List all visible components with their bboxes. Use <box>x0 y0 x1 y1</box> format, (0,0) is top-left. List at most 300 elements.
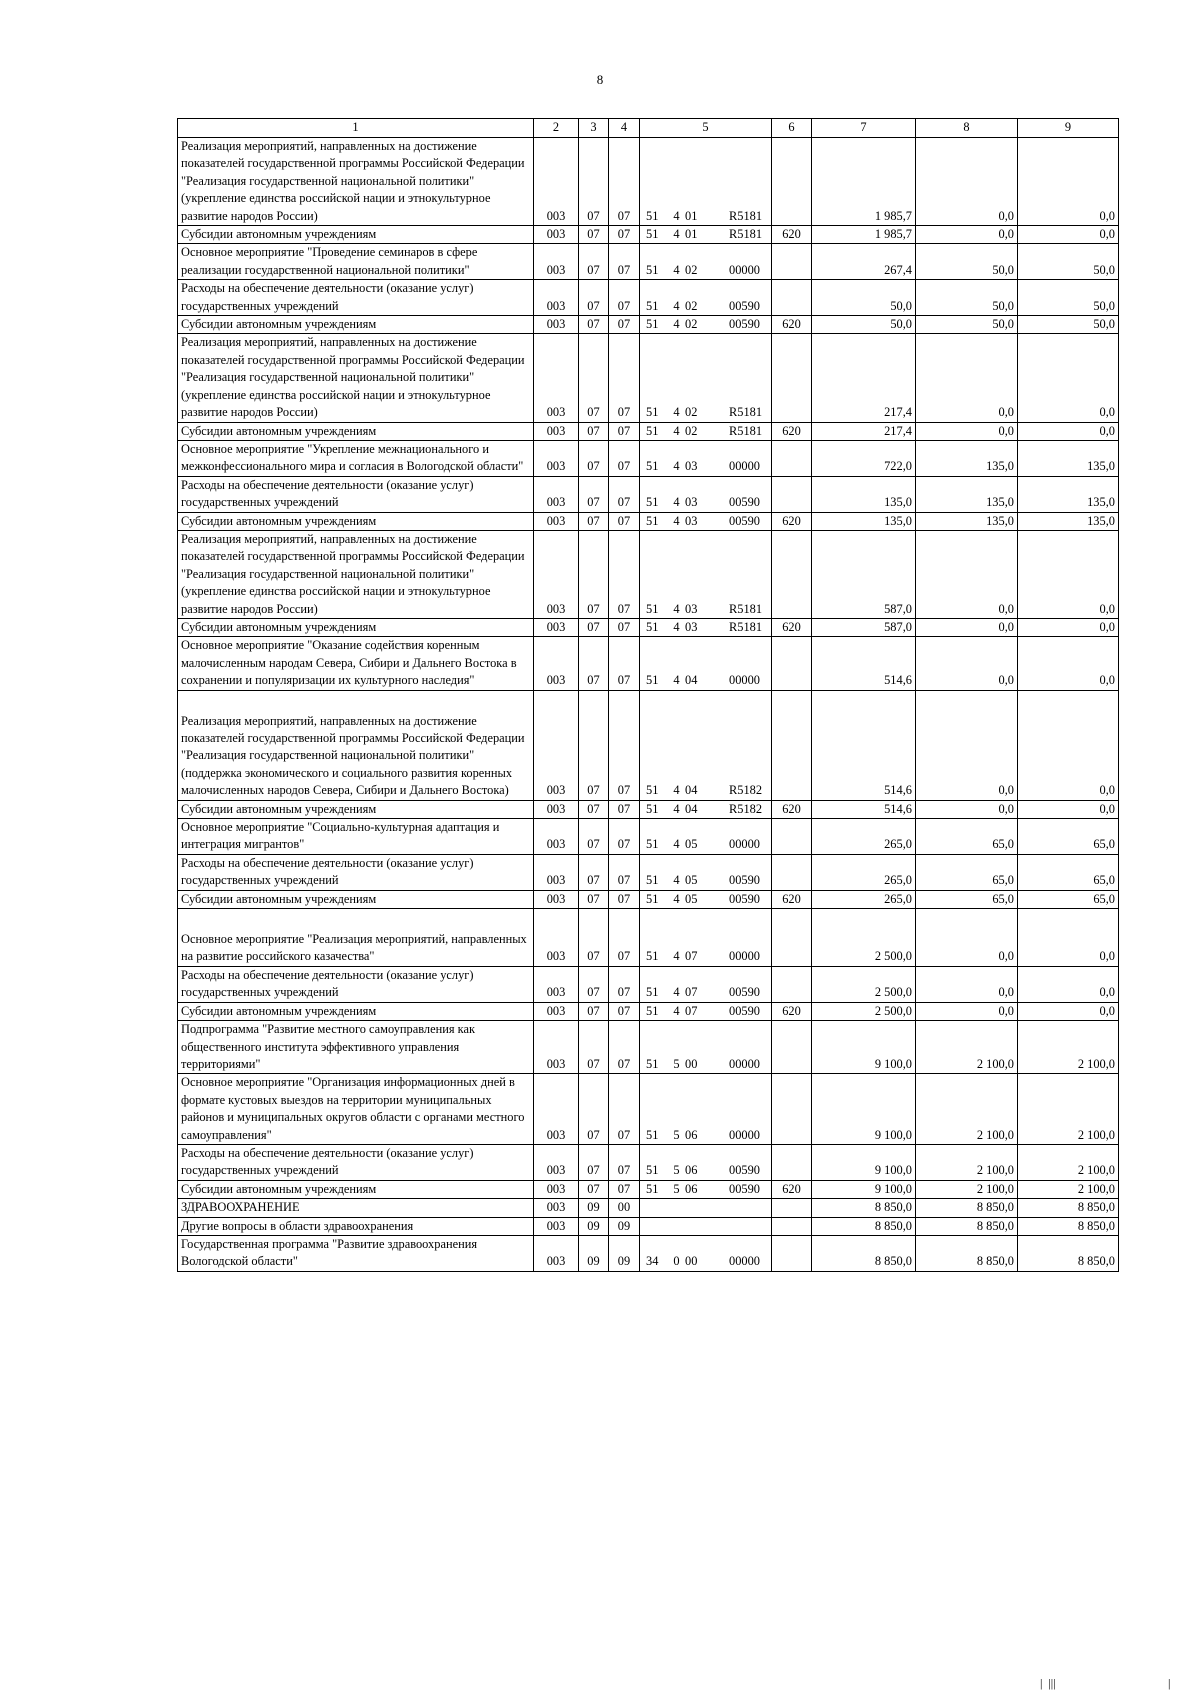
target-article-part: 03 <box>685 619 698 634</box>
cell-target-article <box>640 440 772 476</box>
cell-amount-year-3: 0,0 <box>1018 909 1119 967</box>
cell-subsection: 07 <box>609 690 640 800</box>
target-article-part: 51 <box>646 495 659 510</box>
target-article-part: 51 <box>646 619 659 634</box>
target-article-part: 51 <box>646 837 659 852</box>
cell-amount-year-2: 0,0 <box>916 800 1018 818</box>
cell-amount-year-3: 2 100,0 <box>1018 1180 1119 1198</box>
cell-amount-year-2: 2 100,0 <box>916 1180 1018 1198</box>
target-article-part: 4 <box>673 317 680 332</box>
target-article-part: 51 <box>646 227 659 242</box>
cell-amount-year-3: 2 100,0 <box>1018 1144 1119 1180</box>
cell-section: 07 <box>579 440 609 476</box>
row-name: Субсидии автономным учреждениям <box>178 618 534 636</box>
cell-subsection: 07 <box>609 1021 640 1074</box>
cell-amount-year-3: 65,0 <box>1018 890 1119 908</box>
cell-amount-year-3: 2 100,0 <box>1018 1074 1119 1145</box>
cell-ministry-code: 003 <box>534 1021 579 1074</box>
target-article-part: 00590 <box>729 1181 760 1196</box>
cell-amount-year-3: 50,0 <box>1018 280 1119 316</box>
target-article-part: 03 <box>685 601 698 616</box>
cell-amount-year-1: 514,6 <box>812 637 916 690</box>
cell-expense-type <box>772 440 812 476</box>
cell-section: 07 <box>579 244 609 280</box>
cell-amount-year-2: 50,0 <box>916 244 1018 280</box>
target-article-part: 51 <box>646 459 659 474</box>
row-name: Субсидии автономным учреждениям <box>178 422 534 440</box>
cell-section: 07 <box>579 854 609 890</box>
target-article-part: 03 <box>685 459 698 474</box>
cell-subsection: 07 <box>609 909 640 967</box>
table-row <box>178 440 1119 476</box>
cell-expense-type <box>772 244 812 280</box>
cell-section: 07 <box>579 1144 609 1180</box>
target-article-part: 03 <box>685 495 698 510</box>
cell-subsection: 07 <box>609 138 640 226</box>
cell-expense-type <box>772 690 812 800</box>
cell-section: 07 <box>579 800 609 818</box>
cell-expense-type <box>772 909 812 967</box>
cell-section: 09 <box>579 1217 609 1235</box>
row-name: Реализация мероприятий, направленных на достижение показателей государственной программы Российской Федерации "Реализация государственной национальной политики" (поддержка экономического и социального развития коренных малочисленных народов Севера, Сибири и Дальнего Востока) <box>178 690 534 800</box>
cell-amount-year-3: 50,0 <box>1018 316 1119 334</box>
cell-expense-type: 620 <box>772 422 812 440</box>
cell-amount-year-1: 9 100,0 <box>812 1021 916 1074</box>
cell-amount-year-3: 2 100,0 <box>1018 1021 1119 1074</box>
row-name: Подпрограмма "Развитие местного самоуправления как общественного института эффективного управления территориями" <box>178 1021 534 1074</box>
cell-amount-year-3: 50,0 <box>1018 244 1119 280</box>
row-name: Реализация мероприятий, направленных на достижение показателей государственной программы Российской Федерации "Реализация государственной национальной политики" (укрепление единства российской нации и этнокультурное развитие народов России) <box>178 138 534 226</box>
cell-amount-year-3: 135,0 <box>1018 440 1119 476</box>
target-article-part: 00 <box>685 1254 698 1269</box>
cell-section: 07 <box>579 512 609 530</box>
cell-expense-type: 620 <box>772 1180 812 1198</box>
target-article-part: 51 <box>646 673 659 688</box>
cell-amount-year-1: 265,0 <box>812 819 916 855</box>
cell-target-article <box>640 244 772 280</box>
row-name: Государственная программа "Развитие здравоохранения Вологодской области" <box>178 1235 534 1271</box>
cell-subsection: 07 <box>609 440 640 476</box>
cell-amount-year-2: 0,0 <box>916 530 1018 618</box>
cell-subsection: 07 <box>609 637 640 690</box>
cell-amount-year-3: 65,0 <box>1018 819 1119 855</box>
cell-subsection: 00 <box>609 1199 640 1217</box>
target-article-part: 51 <box>646 298 659 313</box>
cell-section: 07 <box>579 476 609 512</box>
target-article-part: 02 <box>685 262 698 277</box>
cell-ministry-code: 003 <box>534 1144 579 1180</box>
cell-amount-year-1: 265,0 <box>812 890 916 908</box>
column-header: 8 <box>916 119 1018 138</box>
row-name: Расходы на обеспечение деятельности (оказание услуг) государственных учреждений <box>178 854 534 890</box>
row-name: Субсидии автономным учреждениям <box>178 1002 534 1020</box>
target-article-part: 51 <box>646 208 659 223</box>
column-header: 2 <box>534 119 579 138</box>
cell-ministry-code: 003 <box>534 440 579 476</box>
cell-ministry-code: 003 <box>534 909 579 967</box>
cell-section: 07 <box>579 637 609 690</box>
cell-amount-year-1: 9 100,0 <box>812 1144 916 1180</box>
cell-section: 07 <box>579 422 609 440</box>
row-name: Основное мероприятие "Социально-культурная адаптация и интеграция мигрантов" <box>178 819 534 855</box>
cell-amount-year-2: 0,0 <box>916 909 1018 967</box>
table-row <box>178 280 1119 316</box>
table-row <box>178 244 1119 280</box>
target-article-part: 01 <box>685 208 698 223</box>
target-article-part: 00000 <box>729 459 760 474</box>
target-article-part: 03 <box>685 513 698 528</box>
cell-expense-type <box>772 1144 812 1180</box>
target-article-part: 51 <box>646 513 659 528</box>
cell-subsection: 07 <box>609 1180 640 1198</box>
target-article-part: 04 <box>685 801 698 816</box>
target-article-part: 06 <box>685 1163 698 1178</box>
row-name: Реализация мероприятий, направленных на достижение показателей государственной программы Российской Федерации "Реализация государственной национальной политики" (укрепление единства российской нации и этнокультурное развитие народов России) <box>178 334 534 422</box>
cell-expense-type: 620 <box>772 316 812 334</box>
table-row <box>178 512 1119 530</box>
target-article-part: 51 <box>646 891 659 906</box>
cell-amount-year-3: 0,0 <box>1018 618 1119 636</box>
cell-amount-year-3: 0,0 <box>1018 422 1119 440</box>
column-header: 9 <box>1018 119 1119 138</box>
cell-section: 07 <box>579 1021 609 1074</box>
row-name: Расходы на обеспечение деятельности (оказание услуг) государственных учреждений <box>178 476 534 512</box>
cell-ministry-code: 003 <box>534 512 579 530</box>
target-article-part: R5181 <box>729 423 763 438</box>
cell-subsection: 07 <box>609 226 640 244</box>
target-article-part: 51 <box>646 1127 659 1142</box>
cell-section: 07 <box>579 618 609 636</box>
target-article-part: R5181 <box>729 227 763 242</box>
cell-target-article <box>640 1002 772 1020</box>
row-name: Расходы на обеспечение деятельности (оказание услуг) государственных учреждений <box>178 966 534 1002</box>
table-row <box>178 530 1119 618</box>
table-row <box>178 1021 1119 1074</box>
target-article-part: 07 <box>685 985 698 1000</box>
cell-ministry-code: 003 <box>534 690 579 800</box>
cell-amount-year-2: 65,0 <box>916 819 1018 855</box>
cell-subsection: 07 <box>609 530 640 618</box>
cell-expense-type: 620 <box>772 618 812 636</box>
cell-section: 07 <box>579 690 609 800</box>
row-name: Расходы на обеспечение деятельности (оказание услуг) государственных учреждений <box>178 280 534 316</box>
cell-ministry-code: 003 <box>534 226 579 244</box>
target-article-part: 00000 <box>729 1056 760 1071</box>
target-article-part: 4 <box>673 601 680 616</box>
table-row <box>178 316 1119 334</box>
target-article-part: 00000 <box>729 673 760 688</box>
cell-target-article <box>640 476 772 512</box>
table-row <box>178 690 1119 800</box>
row-name: Субсидии автономным учреждениям <box>178 226 534 244</box>
cell-target-article <box>640 637 772 690</box>
target-article-part: 02 <box>685 405 698 420</box>
table-row <box>178 819 1119 855</box>
cell-amount-year-1: 9 100,0 <box>812 1074 916 1145</box>
target-article-part: 00590 <box>729 513 760 528</box>
cell-target-article <box>640 530 772 618</box>
target-article-part: 4 <box>673 495 680 510</box>
cell-amount-year-3: 0,0 <box>1018 1002 1119 1020</box>
table-row <box>178 1144 1119 1180</box>
cell-ministry-code: 003 <box>534 1217 579 1235</box>
cell-expense-type <box>772 637 812 690</box>
budget-table <box>177 118 1119 1272</box>
table-row <box>178 334 1119 422</box>
target-article-part: 00000 <box>729 1127 760 1142</box>
cell-ministry-code: 003 <box>534 1002 579 1020</box>
target-article-part: 00590 <box>729 298 760 313</box>
table-row <box>178 476 1119 512</box>
cell-expense-type <box>772 819 812 855</box>
target-article-part: R5181 <box>729 619 763 634</box>
column-number-row <box>178 119 1119 138</box>
target-article-part: 06 <box>685 1127 698 1142</box>
cell-subsection: 07 <box>609 476 640 512</box>
target-article-part: 07 <box>685 1003 698 1018</box>
cell-section: 07 <box>579 909 609 967</box>
cell-target-article <box>640 800 772 818</box>
target-article-part: 51 <box>646 949 659 964</box>
cell-expense-type: 620 <box>772 512 812 530</box>
target-article-part: 5 <box>673 1181 680 1196</box>
target-article-part: 34 <box>646 1254 659 1269</box>
cell-expense-type <box>772 854 812 890</box>
cell-subsection: 07 <box>609 618 640 636</box>
target-article-part: 00590 <box>729 1163 760 1178</box>
table-row <box>178 909 1119 967</box>
column-header: 5 <box>640 119 772 138</box>
row-name: Субсидии автономным учреждениям <box>178 890 534 908</box>
cell-ministry-code: 003 <box>534 966 579 1002</box>
cell-ministry-code: 003 <box>534 244 579 280</box>
cell-amount-year-2: 2 100,0 <box>916 1021 1018 1074</box>
cell-amount-year-1: 217,4 <box>812 422 916 440</box>
cell-amount-year-3: 8 850,0 <box>1018 1217 1119 1235</box>
target-article-part: 51 <box>646 873 659 888</box>
cell-amount-year-1: 8 850,0 <box>812 1217 916 1235</box>
table-row <box>178 1002 1119 1020</box>
target-article-part: R5182 <box>729 783 763 798</box>
target-article-part: 4 <box>673 1003 680 1018</box>
cell-section: 09 <box>579 1235 609 1271</box>
cell-ministry-code: 003 <box>534 1180 579 1198</box>
cell-amount-year-3: 8 850,0 <box>1018 1235 1119 1271</box>
target-article-part: 00590 <box>729 873 760 888</box>
cell-amount-year-3: 8 850,0 <box>1018 1199 1119 1217</box>
target-article-part: R5182 <box>729 801 763 816</box>
cell-section: 09 <box>579 1199 609 1217</box>
cell-amount-year-2: 0,0 <box>916 138 1018 226</box>
target-article-part: 4 <box>673 873 680 888</box>
target-article-part: 4 <box>673 985 680 1000</box>
target-article-part: 00000 <box>729 949 760 964</box>
target-article-part: 4 <box>673 949 680 964</box>
cell-ministry-code: 003 <box>534 316 579 334</box>
cell-section: 07 <box>579 334 609 422</box>
row-name: Основное мероприятие "Проведение семинаров в сфере реализации государственной национальной политики" <box>178 244 534 280</box>
target-article-part: R5181 <box>729 405 763 420</box>
cell-subsection: 07 <box>609 316 640 334</box>
cell-subsection: 07 <box>609 280 640 316</box>
cell-amount-year-2: 0,0 <box>916 226 1018 244</box>
cell-amount-year-1: 8 850,0 <box>812 1235 916 1271</box>
cell-amount-year-2: 2 100,0 <box>916 1074 1018 1145</box>
cell-amount-year-2: 0,0 <box>916 637 1018 690</box>
target-article-part: 4 <box>673 262 680 277</box>
cell-subsection: 07 <box>609 422 640 440</box>
target-article-part: 4 <box>673 208 680 223</box>
target-article-part: 05 <box>685 837 698 852</box>
target-article-part: 02 <box>685 298 698 313</box>
cell-amount-year-3: 0,0 <box>1018 966 1119 1002</box>
cell-target-article <box>640 909 772 967</box>
target-article-part: 4 <box>673 673 680 688</box>
table-row <box>178 637 1119 690</box>
cell-section: 07 <box>579 138 609 226</box>
target-article-part: 51 <box>646 262 659 277</box>
target-article-part: 4 <box>673 423 680 438</box>
row-name: Субсидии автономным учреждениям <box>178 512 534 530</box>
row-name: Основное мероприятие "Реализация мероприятий, направленных на развитие российского казачества" <box>178 909 534 967</box>
cell-amount-year-1: 1 985,7 <box>812 226 916 244</box>
cell-expense-type <box>772 530 812 618</box>
cell-section: 07 <box>579 1074 609 1145</box>
row-name: Субсидии автономным учреждениям <box>178 316 534 334</box>
row-name: ЗДРАВООХРАНЕНИЕ <box>178 1199 534 1217</box>
cell-amount-year-2: 135,0 <box>916 512 1018 530</box>
target-article-part: 0 <box>673 1254 680 1269</box>
target-article-part: 4 <box>673 459 680 474</box>
cell-amount-year-1: 217,4 <box>812 334 916 422</box>
cell-section: 07 <box>579 1002 609 1020</box>
table-row <box>178 138 1119 226</box>
cell-subsection: 07 <box>609 334 640 422</box>
target-article-part: 51 <box>646 1181 659 1196</box>
cell-ministry-code: 003 <box>534 618 579 636</box>
row-name: Другие вопросы в области здравоохранения <box>178 1217 534 1235</box>
target-article-part: 02 <box>685 423 698 438</box>
cell-target-article <box>640 854 772 890</box>
cell-amount-year-2: 0,0 <box>916 690 1018 800</box>
cell-target-article <box>640 966 772 1002</box>
target-article-part: 51 <box>646 405 659 420</box>
target-article-part: 00590 <box>729 317 760 332</box>
target-article-part: 4 <box>673 891 680 906</box>
target-article-part: 00590 <box>729 985 760 1000</box>
cell-amount-year-1: 587,0 <box>812 618 916 636</box>
target-article-part: 01 <box>685 227 698 242</box>
cell-amount-year-2: 0,0 <box>916 422 1018 440</box>
cell-expense-type <box>772 1199 812 1217</box>
cell-ministry-code: 003 <box>534 890 579 908</box>
target-article-part: R5181 <box>729 601 763 616</box>
cell-amount-year-3: 135,0 <box>1018 476 1119 512</box>
cell-section: 07 <box>579 280 609 316</box>
cell-ministry-code: 003 <box>534 800 579 818</box>
cell-amount-year-1: 722,0 <box>812 440 916 476</box>
cell-amount-year-3: 0,0 <box>1018 800 1119 818</box>
cell-amount-year-1: 1 985,7 <box>812 138 916 226</box>
page-number: 8 <box>596 72 604 87</box>
cell-amount-year-1: 135,0 <box>812 512 916 530</box>
cell-amount-year-2: 0,0 <box>916 334 1018 422</box>
cell-amount-year-2: 0,0 <box>916 966 1018 1002</box>
cell-subsection: 07 <box>609 819 640 855</box>
cell-section: 07 <box>579 819 609 855</box>
table-row <box>178 800 1119 818</box>
cell-amount-year-2: 50,0 <box>916 316 1018 334</box>
cell-amount-year-1: 267,4 <box>812 244 916 280</box>
cell-amount-year-1: 514,6 <box>812 690 916 800</box>
row-name: Реализация мероприятий, направленных на достижение показателей государственной программы Российской Федерации "Реализация государственной национальной политики" (укрепление единства российской нации и этнокультурное развитие народов России) <box>178 530 534 618</box>
target-article-part: 51 <box>646 783 659 798</box>
cell-section: 07 <box>579 316 609 334</box>
target-article-part: 4 <box>673 783 680 798</box>
cell-amount-year-1: 2 500,0 <box>812 1002 916 1020</box>
target-article-part: 04 <box>685 783 698 798</box>
column-header: 4 <box>609 119 640 138</box>
target-article-part: 4 <box>673 298 680 313</box>
cell-amount-year-1: 265,0 <box>812 854 916 890</box>
cell-amount-year-1: 2 500,0 <box>812 909 916 967</box>
target-article-part: 00590 <box>729 1003 760 1018</box>
target-article-part: 04 <box>685 673 698 688</box>
column-header: 6 <box>772 119 812 138</box>
cell-subsection: 07 <box>609 854 640 890</box>
cell-subsection: 07 <box>609 244 640 280</box>
row-name: Субсидии автономным учреждениям <box>178 1180 534 1198</box>
cell-subsection: 07 <box>609 1074 640 1145</box>
target-article-part: 00000 <box>729 262 760 277</box>
cell-expense-type <box>772 476 812 512</box>
cell-amount-year-3: 0,0 <box>1018 690 1119 800</box>
target-article-part: 00000 <box>729 1254 760 1269</box>
row-name: Основное мероприятие "Укрепление межнационального и межконфессионального мира и согласия в Вологодской области" <box>178 440 534 476</box>
cell-target-article <box>640 512 772 530</box>
cell-amount-year-1: 50,0 <box>812 316 916 334</box>
cell-expense-type <box>772 280 812 316</box>
target-article-part: 4 <box>673 227 680 242</box>
cell-expense-type <box>772 1074 812 1145</box>
cell-target-article <box>640 890 772 908</box>
target-article-part: 02 <box>685 317 698 332</box>
target-article-part: 4 <box>673 619 680 634</box>
cell-amount-year-3: 135,0 <box>1018 512 1119 530</box>
scan-marks: | ||| <box>1040 1676 1056 1690</box>
cell-section: 07 <box>579 966 609 1002</box>
cell-target-article <box>640 280 772 316</box>
cell-target-article <box>640 1199 772 1217</box>
cell-target-article <box>640 1144 772 1180</box>
cell-amount-year-2: 8 850,0 <box>916 1235 1018 1271</box>
cell-amount-year-2: 65,0 <box>916 854 1018 890</box>
cell-ministry-code: 003 <box>534 1235 579 1271</box>
table-row <box>178 1217 1119 1235</box>
target-article-part: 51 <box>646 1163 659 1178</box>
target-article-part: 4 <box>673 837 680 852</box>
cell-amount-year-3: 0,0 <box>1018 138 1119 226</box>
row-name: Расходы на обеспечение деятельности (оказание услуг) государственных учреждений <box>178 1144 534 1180</box>
table-row <box>178 618 1119 636</box>
target-article-part: R5181 <box>729 208 763 223</box>
cell-amount-year-2: 8 850,0 <box>916 1199 1018 1217</box>
cell-amount-year-2: 0,0 <box>916 618 1018 636</box>
cell-expense-type <box>772 966 812 1002</box>
cell-section: 07 <box>579 530 609 618</box>
target-article-part: 51 <box>646 801 659 816</box>
table-row <box>178 422 1119 440</box>
